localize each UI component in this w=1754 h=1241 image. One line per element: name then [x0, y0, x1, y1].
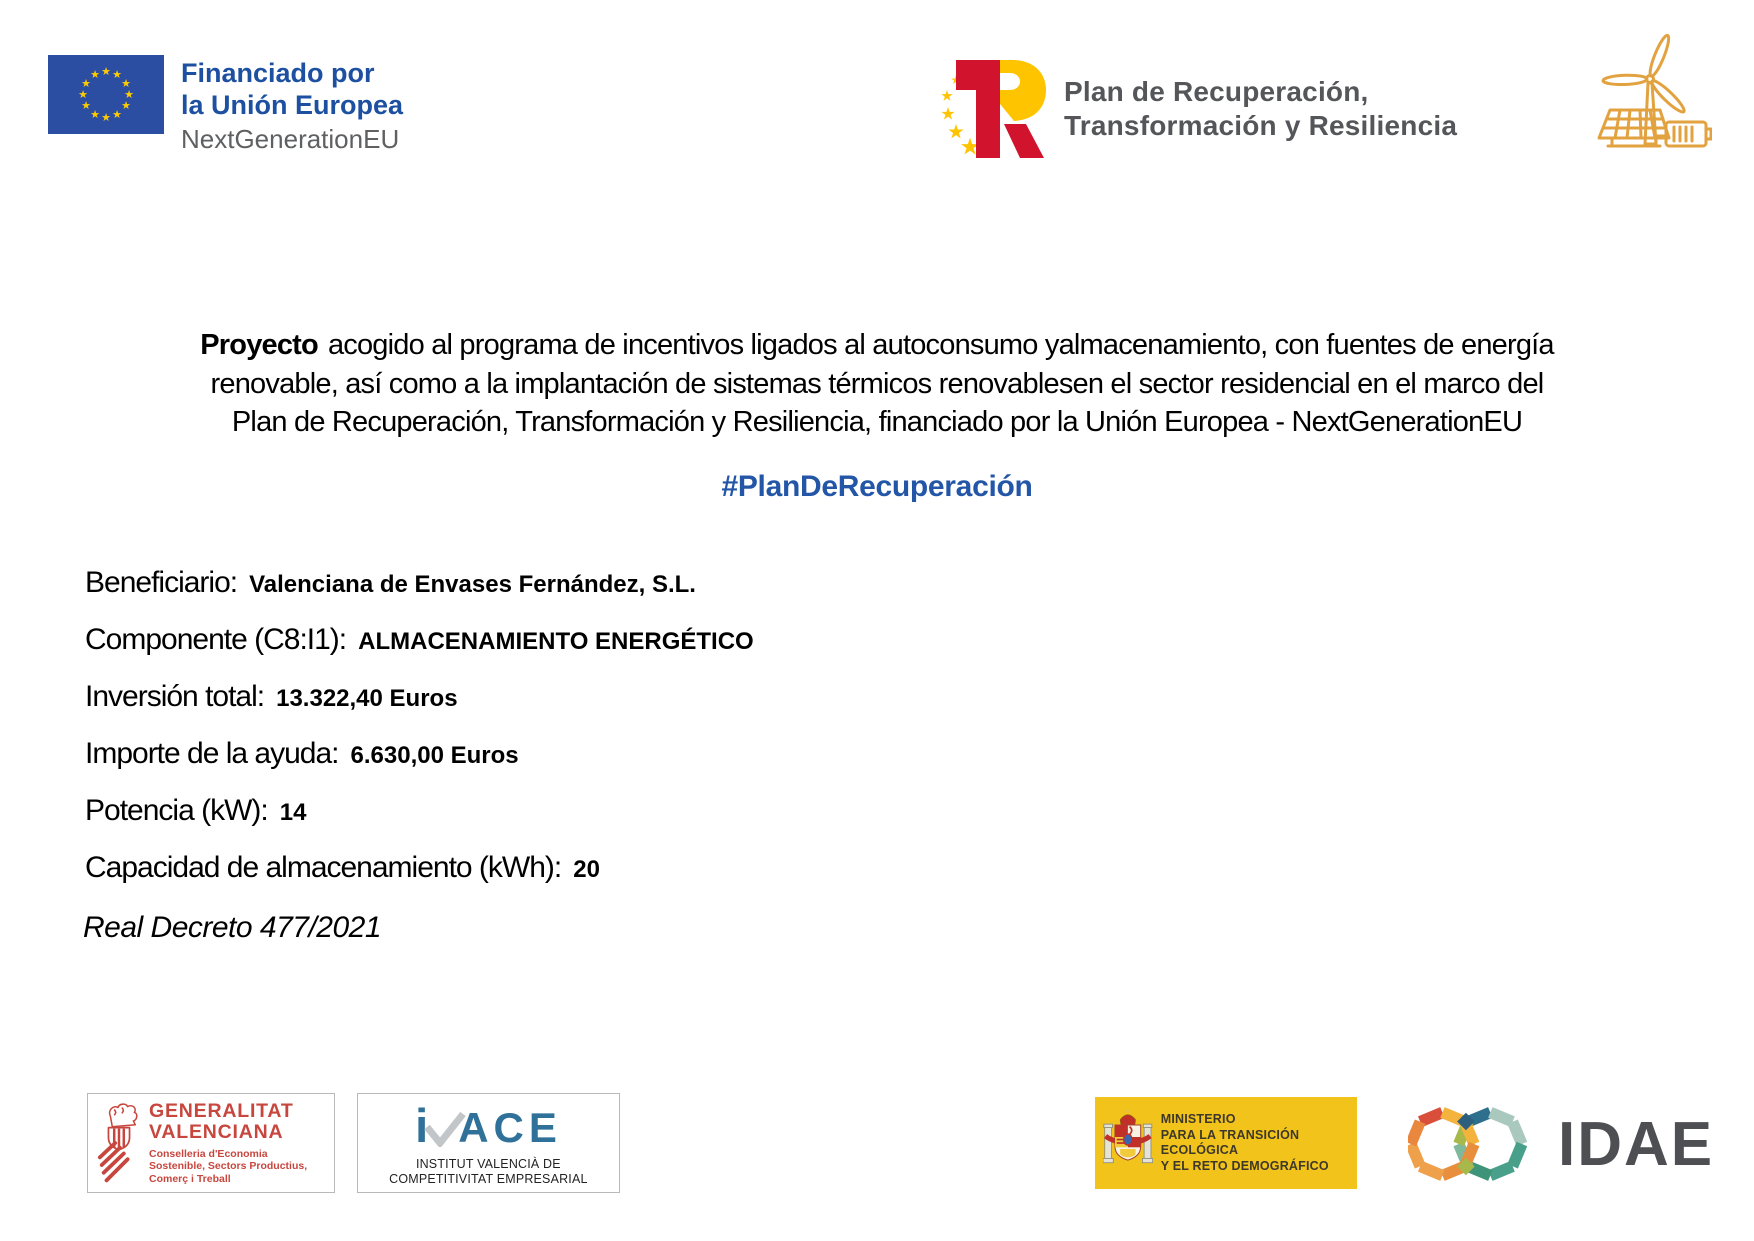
ivace-letters-ace: ACE	[458, 1103, 562, 1151]
ivace-letter-i: i	[415, 1098, 429, 1152]
eu-funding-title-line1: Financiado por	[181, 58, 375, 88]
project-description-line1-rest: acogido al programa de incentivos ligados al autoconsumo yalmacenamiento, con fuentes de energía	[327, 329, 1554, 361]
field-inversion-total	[85, 680, 754, 737]
ivace-subtitle-line1: INSTITUT VALENCIÀ DE	[416, 1155, 561, 1171]
gva-crest-icon	[96, 1100, 142, 1186]
svg-text:★: ★	[121, 99, 131, 112]
project-description-lead: Proyecto	[200, 329, 318, 361]
renewable-energy-icon	[1572, 34, 1712, 170]
field-value: 14	[279, 799, 307, 826]
svg-text:★: ★	[124, 88, 134, 101]
field-value: 6.630,00 Euros	[350, 742, 519, 769]
ministerio-line2: PARA LA TRANSICIÓN ECOLÓGICA	[1160, 1127, 1300, 1157]
project-description-line1	[0, 326, 1754, 365]
idae-rings-icon	[1408, 1094, 1542, 1194]
gva-text	[149, 1101, 307, 1186]
eu-funding-logo	[48, 55, 403, 154]
field-label: Capacidad de almacenamiento (kWh):	[85, 851, 562, 884]
idae-logo	[1408, 1094, 1714, 1194]
spain-coat-of-arms-icon	[1103, 1103, 1153, 1183]
svg-text:★: ★	[78, 88, 88, 101]
hashtag-plan-de-recuperacion: #PlanDeRecuperación	[721, 470, 1033, 503]
field-value: 13.322,40 Euros	[276, 685, 458, 712]
gva-department-line1: Conselleria d'Economia	[149, 1147, 268, 1160]
svg-text:★: ★	[90, 108, 100, 121]
eu-flag-icon	[48, 55, 164, 134]
gva-department-line2: Sostenible, Sectors Productius,	[149, 1160, 308, 1173]
eu-funding-subtitle: NextGenerationEU	[181, 124, 400, 154]
svg-text:★: ★	[112, 68, 122, 81]
field-potencia	[85, 794, 754, 851]
field-value: ALMACENAMIENTO ENERGÉTICO	[358, 628, 754, 655]
project-details	[85, 566, 754, 908]
svg-text:★: ★	[81, 77, 91, 90]
ivace-subtitle-line2: COMPETITIVITAT EMPRESARIAL	[389, 1171, 588, 1186]
field-value: Valenciana de Envases Fernández, S.L.	[249, 571, 696, 598]
gva-name-line1: GENERALITAT	[149, 1099, 294, 1122]
field-importe-ayuda	[85, 737, 754, 794]
eu-funding-title-line2: la Unión Europea	[181, 90, 404, 120]
ivace-subtitle	[389, 1156, 587, 1187]
prtr-title-line1: Plan de Recuperación,	[1064, 76, 1369, 107]
project-description-line3: Plan de Recuperación, Transformación y Resiliencia, financiado por la Unión Europea - NextGenerationEU	[231, 406, 1523, 438]
gva-department-line3: Comerç i Treball	[149, 1172, 231, 1185]
ivace-wordmark	[415, 1098, 562, 1152]
svg-text:★: ★	[121, 77, 131, 90]
field-label: Importe de la ayuda:	[85, 737, 339, 770]
ministerio-logo	[1095, 1097, 1357, 1189]
field-label: Componente (C8:I1):	[85, 623, 347, 656]
ministerio-line1: MINISTERIO	[1160, 1112, 1236, 1126]
eu-funding-text	[181, 55, 403, 154]
generalitat-valenciana-logo	[87, 1093, 335, 1193]
prtr-logo-block	[932, 48, 1457, 170]
project-description-line2: renovable, así como a la implantación de sistemas térmicos renovablesen el sector residencial en el marco del	[210, 367, 1544, 400]
prtr-title-line2: Transformación y Resiliencia	[1064, 110, 1458, 141]
prtr-title	[1064, 75, 1457, 143]
svg-text:★: ★	[81, 99, 91, 112]
idae-wordmark: IDAE	[1558, 1109, 1715, 1179]
gva-department	[149, 1148, 307, 1186]
field-label: Potencia (kW):	[85, 794, 268, 827]
field-capacidad	[85, 851, 754, 908]
svg-text:★: ★	[112, 108, 122, 121]
real-decreto-reference: Real Decreto 477/2021	[83, 911, 382, 944]
field-label: Inversión total:	[85, 680, 265, 713]
field-value: 20	[573, 856, 600, 883]
project-description	[0, 326, 1754, 442]
prtr-tr-icon	[932, 48, 1048, 170]
ministerio-line3: Y EL RETO DEMOGRÁFICO	[1160, 1158, 1329, 1173]
ivace-logo	[357, 1093, 620, 1193]
svg-text:★: ★	[101, 65, 111, 78]
field-beneficiario	[85, 566, 754, 623]
field-label: Beneficiario:	[85, 566, 238, 599]
svg-text:★: ★	[90, 68, 100, 81]
gva-name-line2: VALENCIANA	[149, 1120, 284, 1143]
ministerio-text	[1161, 1112, 1349, 1174]
svg-text:★: ★	[101, 111, 111, 124]
field-componente	[85, 623, 754, 680]
